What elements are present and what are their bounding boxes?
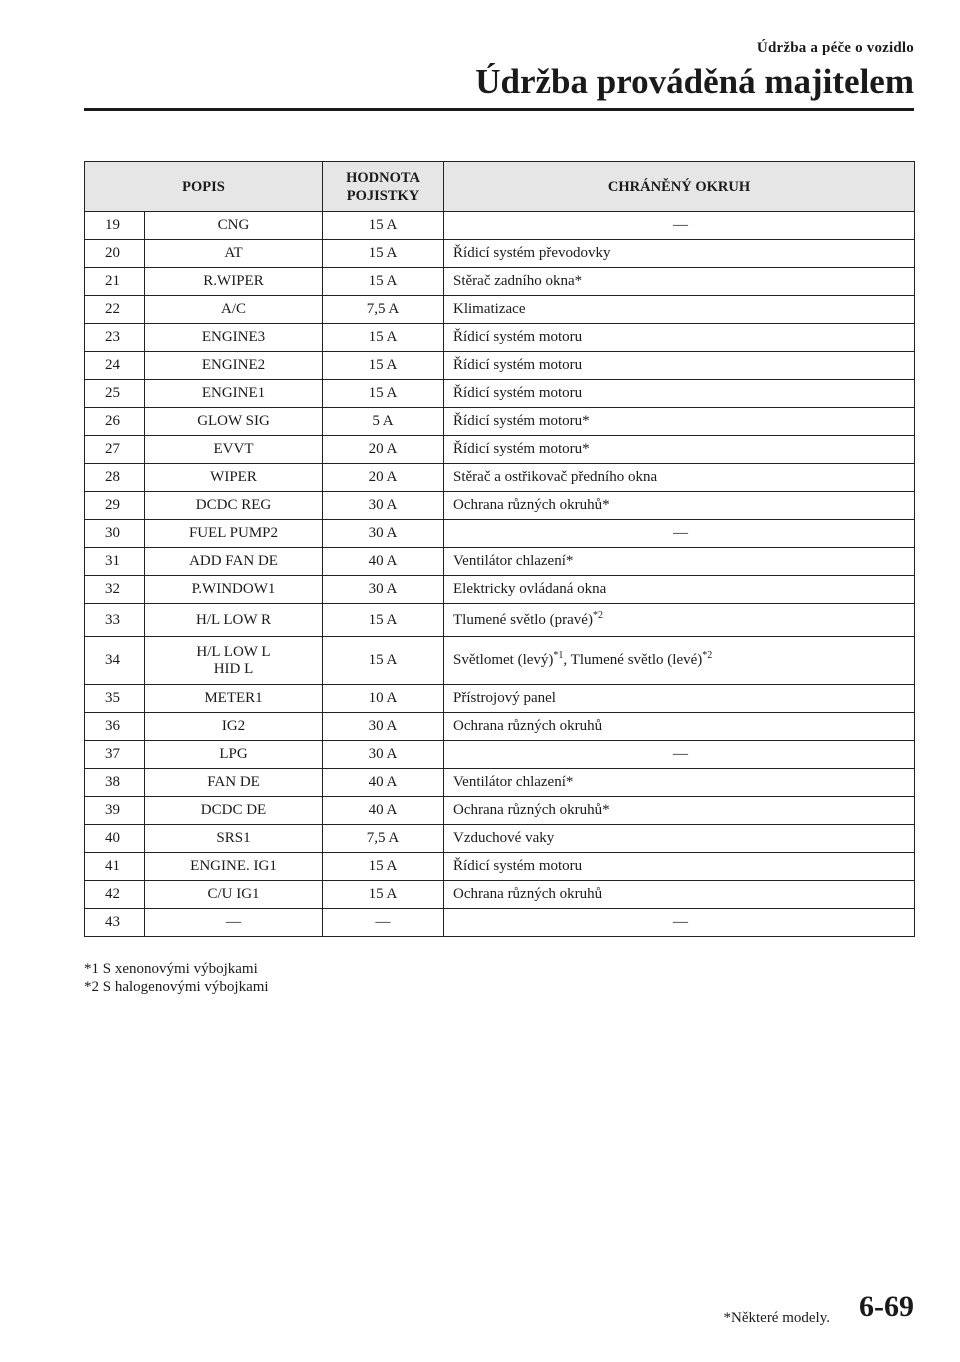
fuse-description — [145, 380, 323, 408]
fuse-rating-text: 40 A — [368, 802, 398, 818]
protected-circuit-text: Elektricky ovládaná okna — [453, 581, 607, 597]
table-row — [85, 492, 915, 520]
footnote-marker: *2 — [702, 650, 713, 661]
protected-circuit-text: — — [673, 914, 689, 930]
protected-circuit — [444, 268, 915, 296]
fuse-number-text: 40 — [105, 830, 120, 846]
fuse-description — [145, 853, 323, 881]
table-row — [85, 741, 915, 769]
protected-circuit — [444, 548, 915, 576]
fuse-description — [145, 352, 323, 380]
protected-circuit-text: Řídicí systém motoru — [453, 357, 583, 373]
protected-circuit — [444, 637, 915, 685]
protected-circuit — [444, 408, 915, 436]
fuse-description-text-line2: HID L — [213, 660, 254, 677]
fuse-description-text: GLOW SIG — [197, 413, 270, 429]
fuse-number-text: 33 — [105, 611, 120, 628]
fuse-number — [85, 548, 145, 576]
page-number: 6-69 — [859, 1290, 914, 1323]
table-header-row — [85, 162, 915, 212]
protected-circuit — [444, 685, 915, 713]
fuse-description-text: ENGINE3 — [201, 329, 266, 345]
column-header-value — [323, 162, 444, 212]
table-row — [85, 825, 915, 853]
fuse-number-text: 23 — [105, 329, 120, 345]
fuse-description — [145, 909, 323, 937]
fuse-rating-text: 15 A — [368, 652, 398, 668]
fuse-description-text: METER1 — [204, 690, 263, 706]
fuse-rating — [323, 268, 444, 296]
fuse-number — [85, 352, 145, 380]
table-row — [85, 637, 915, 685]
fuse-number-text: 35 — [105, 690, 120, 706]
fuse-rating-text: 30 A — [368, 718, 398, 734]
protected-circuit — [444, 380, 915, 408]
column-header-value-line2: POJISTKY — [346, 187, 420, 204]
fuse-description — [145, 685, 323, 713]
fuse-description — [145, 520, 323, 548]
fuse-description-text: DCDC REG — [195, 497, 272, 513]
table-row — [85, 380, 915, 408]
fuse-table — [84, 161, 915, 937]
protected-circuit — [444, 825, 915, 853]
table-row — [85, 548, 915, 576]
fuse-description-text: LPG — [219, 746, 248, 762]
fuse-rating — [323, 713, 444, 741]
fuse-rating-text: 40 A — [368, 774, 398, 790]
fuse-rating-text: 15 A — [368, 858, 398, 874]
fuse-description-text: IG2 — [221, 718, 246, 734]
footnote-2: *2 S halogenovými výbojkami — [84, 979, 269, 995]
table-row — [85, 296, 915, 324]
fuse-description-text: DCDC DE — [200, 802, 267, 818]
fuse-number-text: 25 — [105, 385, 120, 401]
fuse-rating — [323, 685, 444, 713]
protected-circuit-text: — — [673, 525, 689, 541]
fuse-number — [85, 240, 145, 268]
fuse-description — [145, 268, 323, 296]
protected-circuit-text: — — [673, 217, 689, 233]
fuse-description — [145, 492, 323, 520]
fuse-rating — [323, 408, 444, 436]
fuse-description — [145, 797, 323, 825]
fuse-description — [145, 324, 323, 352]
fuse-number-text: 32 — [105, 581, 120, 597]
models-note: *Některé modely. — [723, 1310, 830, 1326]
footnote-marker: *1 — [553, 650, 564, 661]
fuse-rating-text: 7,5 A — [366, 830, 400, 846]
protected-circuit-text: Klimatizace — [453, 301, 526, 317]
fuse-description-text: AT — [224, 245, 243, 261]
fuse-rating-text: 5 A — [372, 413, 394, 429]
fuse-number — [85, 909, 145, 937]
fuse-rating-text: 40 A — [368, 553, 398, 569]
table-row — [85, 408, 915, 436]
protected-circuit — [444, 352, 915, 380]
fuse-rating-text: 15 A — [368, 611, 398, 628]
fuse-description-text: SRS1 — [216, 830, 251, 846]
fuse-description-text: R.WIPER — [203, 273, 264, 289]
fuse-rating-text: 7,5 A — [366, 301, 400, 317]
table-row — [85, 464, 915, 492]
fuse-number — [85, 380, 145, 408]
fuse-description — [145, 637, 323, 685]
fuse-number — [85, 741, 145, 769]
fuse-rating — [323, 769, 444, 797]
fuse-rating — [323, 212, 444, 240]
fuse-description-text: ENGINE. IG1 — [190, 858, 277, 874]
fuse-rating-text: 20 A — [368, 469, 398, 485]
table-row — [85, 324, 915, 352]
footnotes — [84, 960, 269, 996]
protected-circuit — [444, 240, 915, 268]
fuse-description-text: WIPER — [210, 469, 257, 485]
protected-circuit — [444, 604, 915, 637]
protected-circuit-text: Ochrana různých okruhů — [453, 886, 603, 902]
table-row — [85, 769, 915, 797]
table-row — [85, 352, 915, 380]
protected-circuit-text: Ventilátor chlazení* — [453, 553, 574, 569]
protected-circuit — [444, 324, 915, 352]
fuse-number — [85, 212, 145, 240]
protected-circuit — [444, 436, 915, 464]
fuse-rating — [323, 436, 444, 464]
fuse-description — [145, 713, 323, 741]
fuse-number — [85, 853, 145, 881]
fuse-rating-text: 15 A — [368, 329, 398, 345]
fuse-number-text: 22 — [105, 301, 120, 317]
fuse-rating — [323, 464, 444, 492]
footnote-marker: *2 — [592, 609, 603, 621]
table-row — [85, 685, 915, 713]
table-row — [85, 797, 915, 825]
fuse-rating — [323, 853, 444, 881]
table-row — [85, 436, 915, 464]
protected-circuit-text: Světlomet (levý) — [453, 652, 554, 668]
fuse-number-text: 28 — [105, 469, 120, 485]
fuse-description-text: CNG — [217, 217, 250, 233]
protected-circuit — [444, 797, 915, 825]
protected-circuit-text: Vzduchové vaky — [453, 830, 555, 846]
fuse-description-text: ADD FAN DE — [189, 553, 278, 569]
protected-circuit-text: Stěrač a ostřikovač předního okna — [453, 469, 658, 485]
fuse-description — [145, 741, 323, 769]
fuse-number-text: 26 — [105, 413, 120, 429]
fuse-rating — [323, 825, 444, 853]
fuse-number-text: 36 — [105, 718, 120, 734]
fuse-rating-text: 20 A — [368, 441, 398, 457]
protected-circuit — [444, 769, 915, 797]
table-row — [85, 713, 915, 741]
protected-circuit — [444, 296, 915, 324]
fuse-description — [145, 576, 323, 604]
fuse-rating — [323, 881, 444, 909]
fuse-rating-text: 30 A — [368, 581, 398, 597]
fuse-description-text: H/L LOW L — [196, 643, 271, 660]
protected-circuit-text: Řídicí systém motoru — [453, 858, 583, 874]
fuse-number — [85, 576, 145, 604]
fuse-rating — [323, 797, 444, 825]
fuse-number-text: 34 — [105, 652, 120, 668]
fuse-number-text: 38 — [105, 774, 120, 790]
protected-circuit-text: Tlumené světlo (pravé) — [453, 611, 593, 628]
fuse-number — [85, 769, 145, 797]
fuse-number-text: 27 — [105, 441, 120, 457]
fuse-rating — [323, 637, 444, 685]
fuse-rating-text: — — [375, 914, 391, 930]
column-header-description: POPIS — [85, 162, 323, 212]
table-row — [85, 268, 915, 296]
fuse-description-text: A/C — [221, 301, 247, 317]
fuse-number — [85, 604, 145, 637]
fuse-number-text: 30 — [105, 525, 120, 541]
table-row — [85, 240, 915, 268]
fuse-number-text: 31 — [105, 553, 120, 569]
protected-circuit-text: Řídicí systém motoru* — [453, 441, 590, 457]
fuse-description-text: FUEL PUMP2 — [188, 525, 279, 541]
protected-circuit-text: Řídicí systém motoru* — [453, 413, 590, 429]
fuse-description — [145, 769, 323, 797]
fuse-rating — [323, 324, 444, 352]
fuse-table-body — [85, 212, 915, 937]
fuse-description-text: — — [226, 914, 241, 930]
fuse-description-text: H/L LOW R — [196, 611, 271, 628]
fuse-rating-text: 15 A — [368, 385, 398, 401]
table-row — [85, 576, 915, 604]
fuse-description — [145, 464, 323, 492]
fuse-rating-text: 15 A — [368, 886, 398, 902]
protected-circuit — [444, 212, 915, 240]
fuse-number — [85, 324, 145, 352]
protected-circuit — [444, 492, 915, 520]
protected-circuit — [444, 464, 915, 492]
table-row — [85, 212, 915, 240]
fuse-rating — [323, 492, 444, 520]
fuse-description-text: FAN DE — [207, 774, 260, 790]
protected-circuit-text-b: , Tlumené světlo (levé) — [563, 652, 703, 668]
fuse-number — [85, 637, 145, 685]
protected-circuit-text: Přístrojový panel — [453, 690, 556, 706]
fuse-number — [85, 797, 145, 825]
protected-circuit-text: Řídicí systém motoru — [453, 385, 583, 401]
fuse-description-text: ENGINE1 — [201, 385, 266, 401]
fuse-number-text: 41 — [105, 858, 120, 874]
protected-circuit-text: — — [673, 746, 689, 762]
fuse-rating — [323, 240, 444, 268]
protected-circuit-text: Ochrana různých okruhů* — [453, 497, 610, 513]
fuse-rating-text: 15 A — [368, 217, 398, 233]
fuse-number-text: 42 — [105, 886, 120, 902]
footnote-1: *1 S xenonovými výbojkami — [84, 961, 258, 977]
fuse-rating — [323, 380, 444, 408]
fuse-number — [85, 881, 145, 909]
fuse-number — [85, 268, 145, 296]
fuse-number — [85, 408, 145, 436]
fuse-number — [85, 520, 145, 548]
chapter-title: Údržba prováděná majitelem — [475, 62, 914, 101]
table-row — [85, 604, 915, 637]
fuse-number — [85, 464, 145, 492]
protected-circuit-text: Stěrač zadního okna* — [453, 273, 583, 289]
fuse-number-text: 24 — [105, 357, 120, 373]
fuse-rating — [323, 520, 444, 548]
protected-circuit-text: Řídicí systém motoru — [453, 329, 583, 345]
table-row — [85, 520, 915, 548]
fuse-number-text: 29 — [105, 497, 120, 513]
protected-circuit — [444, 713, 915, 741]
fuse-rating-text: 15 A — [368, 273, 398, 289]
fuse-number — [85, 685, 145, 713]
protected-circuit-text: Ochrana různých okruhů* — [453, 802, 610, 818]
section-title: Údržba a péče o vozidlo — [756, 40, 914, 56]
fuse-rating-text: 30 A — [368, 497, 398, 513]
fuse-number-text: 43 — [105, 914, 120, 930]
fuse-number — [85, 296, 145, 324]
fuse-rating-text: 15 A — [368, 357, 398, 373]
fuse-rating — [323, 548, 444, 576]
fuse-description-text: C/U IG1 — [207, 886, 260, 902]
protected-circuit — [444, 853, 915, 881]
protected-circuit-text: Ventilátor chlazení* — [453, 774, 574, 790]
column-header-value-line1: HODNOTA — [346, 169, 420, 186]
fuse-number-text: 21 — [105, 273, 120, 289]
protected-circuit — [444, 520, 915, 548]
fuse-number — [85, 713, 145, 741]
protected-circuit — [444, 576, 915, 604]
fuse-rating — [323, 909, 444, 937]
fuse-number — [85, 492, 145, 520]
fuse-description — [145, 604, 323, 637]
protected-circuit — [444, 909, 915, 937]
fuse-description — [145, 881, 323, 909]
fuse-rating — [323, 352, 444, 380]
fuse-description-text: ENGINE2 — [201, 357, 266, 373]
fuse-rating-text: 30 A — [368, 746, 398, 762]
table-row — [85, 909, 915, 937]
fuse-description — [145, 408, 323, 436]
fuse-description — [145, 296, 323, 324]
protected-circuit — [444, 881, 915, 909]
fuse-rating-text: 30 A — [368, 525, 398, 541]
protected-circuit-text: Ochrana různých okruhů — [453, 718, 603, 734]
table-row — [85, 881, 915, 909]
fuse-description — [145, 436, 323, 464]
fuse-description — [145, 825, 323, 853]
fuse-rating-text: 15 A — [368, 245, 398, 261]
table-row — [85, 853, 915, 881]
fuse-rating — [323, 576, 444, 604]
fuse-number-text: 19 — [105, 217, 120, 233]
fuse-number-text: 37 — [105, 746, 120, 762]
fuse-number-text: 39 — [105, 802, 120, 818]
column-header-circuit: CHRÁNĚNÝ OKRUH — [444, 162, 915, 212]
header-rule — [84, 108, 914, 111]
protected-circuit — [444, 741, 915, 769]
fuse-description — [145, 548, 323, 576]
fuse-description — [145, 212, 323, 240]
fuse-number — [85, 436, 145, 464]
fuse-rating-text: 10 A — [368, 690, 398, 706]
fuse-number — [85, 825, 145, 853]
fuse-rating — [323, 741, 444, 769]
fuse-description — [145, 240, 323, 268]
fuse-description-text: EVVT — [213, 441, 254, 457]
fuse-rating — [323, 296, 444, 324]
fuse-rating — [323, 604, 444, 637]
fuse-number-text: 20 — [105, 245, 120, 261]
protected-circuit-text: Řídicí systém převodovky — [453, 245, 611, 261]
fuse-description-text: P.WINDOW1 — [191, 581, 276, 597]
